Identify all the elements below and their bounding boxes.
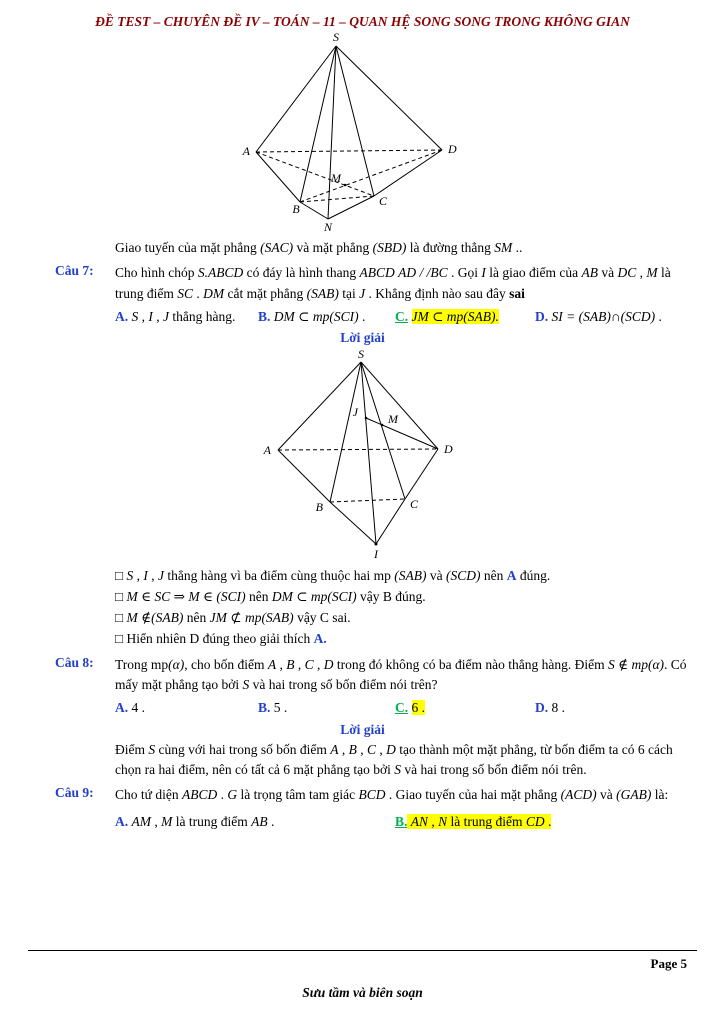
option-text: SI = (SAB)∩(SCD) . — [551, 308, 662, 324]
question-7-body — [115, 263, 690, 327]
option-a — [115, 698, 258, 718]
fig1-label-d: D — [447, 142, 457, 156]
solution-heading-q7: Lời giải — [340, 330, 385, 345]
solution-heading-q8: Lời giải — [340, 721, 385, 737]
question-8-label: Câu 8: — [55, 654, 94, 670]
fig2-label-j: J — [352, 405, 358, 420]
question-8 — [0, 655, 725, 719]
page-number: Page 5 — [650, 956, 687, 971]
option-a — [115, 307, 258, 327]
option-d — [535, 698, 690, 718]
solution-bullets-q7 — [115, 566, 690, 650]
fig2-label-b: B — [315, 500, 323, 515]
option-b — [258, 307, 395, 327]
question-7-label: Câu 7: — [55, 263, 94, 279]
option-b-correct — [395, 812, 690, 832]
option-b — [258, 698, 395, 718]
fig1-label-m: M — [330, 171, 341, 185]
question-8-options — [115, 698, 690, 718]
footer-divider — [28, 950, 697, 951]
option-letter: B. — [258, 308, 271, 324]
option-text: 4 . — [128, 700, 145, 716]
fig1-label-a: A — [242, 144, 250, 158]
solution-text-q8: Điểm S cùng với hai trong số bốn điểm A , B , C , D tạo thành một mặt phẳng, từ bốn điểm ta có 6 cách chọn ra hai điểm, nên có tất cả 6 mặt phẳng tạo bởi S và hai trong số bốn điểm nói trên. — [115, 741, 673, 778]
option-text: 5 . — [270, 700, 288, 716]
fig2-label-d: D — [443, 442, 453, 457]
fig1-label-n: N — [323, 220, 332, 232]
option-letter: B. — [395, 813, 408, 829]
figure-pyramid-sabcd-ijm — [263, 350, 463, 562]
option-letter: A. — [115, 700, 129, 716]
option-text: AM , M là trung điểm AB . — [131, 813, 275, 829]
option-letter: A. — [115, 308, 129, 324]
fig2-label-a: A — [263, 443, 271, 458]
option-text: 8 . — [548, 700, 565, 716]
footer-credit: Sưu tầm và biên soạn — [302, 985, 423, 1000]
bullet-line: □ Hiển nhiên D đúng theo giải thích A. — [115, 631, 327, 647]
fig1-label-c: C — [378, 194, 387, 208]
option-c-correct — [395, 698, 535, 718]
fig2-label-s: S — [357, 350, 364, 362]
question-7 — [0, 263, 725, 327]
option-text: S , I , J thẳng hàng. — [131, 308, 236, 324]
fig2-label-c: C — [409, 497, 418, 512]
option-letter: D. — [535, 700, 549, 716]
question-8-text: Trong mp(α), cho bốn điểm A , B , C , D trong đó không có ba điểm nào thẳng hàng. Điểm S ∉ mp(α). Có mấy mặt phẳng tạo bởi S và hai trong số bốn điểm nói trên? — [115, 656, 687, 693]
option-text: 6 . — [411, 700, 425, 716]
fig2-label-i: I — [373, 547, 378, 562]
fig1-label-b: B — [291, 202, 300, 216]
option-text: JM ⊂ mp(SAB). — [411, 308, 499, 324]
option-letter: D. — [535, 308, 549, 324]
question-9-options — [115, 812, 690, 832]
figure-pyramid-sabcd-mn — [228, 32, 498, 232]
question-7-options — [115, 307, 690, 327]
question-9-label: Câu 9: — [55, 785, 94, 801]
intro-line: Giao tuyến của mặt phẳng (SAC) và mặt phẳng (SBD) là đường thẳng SM .. — [115, 240, 523, 255]
bullet-line: □ S , I , J thẳng hàng vì ba điểm cùng thuộc hai mp (SAB) và (SCD) nên A đúng. — [115, 568, 551, 584]
option-letter: C. — [395, 700, 409, 716]
question-9 — [0, 785, 725, 832]
page-title: ĐỀ TEST – CHUYÊN ĐỀ IV – TOÁN – 11 – QUAN HỆ SONG SONG TRONG KHÔNG GIAN — [95, 14, 630, 29]
question-9-text: Cho tứ diện ABCD . G là trọng tâm tam giác BCD . Giao tuyến của hai mặt phẳng (ACD) và (GAB) là: — [115, 787, 669, 803]
option-d — [535, 307, 690, 327]
fig2-label-m: M — [387, 412, 398, 427]
fig1-label-s: S — [332, 32, 339, 44]
option-letter: C. — [395, 308, 409, 324]
option-c-correct — [395, 307, 535, 327]
question-9-body — [115, 785, 690, 832]
option-letter: A. — [115, 813, 129, 829]
option-text: AN , N là trung điểm CD . — [407, 814, 551, 829]
option-letter: B. — [258, 700, 271, 716]
bullet-line: □ M ∈ SC ⇒ M ∈ (SCI) nên DM ⊂ mp(SCI) vậy B đúng. — [115, 589, 426, 605]
bullet-line: □ M ∉(SAB) nên JM ⊄ mp(SAB) vậy C sai. — [115, 610, 351, 626]
option-text: DM ⊂ mp(SCI) . — [273, 308, 366, 324]
question-8-body — [115, 655, 690, 719]
question-7-text: Cho hình chóp S.ABCD có đáy là hình thang ABCD AD / /BC . Gọi I là giao điểm của AB và DC , M là trung điểm SC . DM cắt mặt phẳng (SAB) tại J . Khẳng định nào sau đây sai — [115, 265, 671, 301]
option-a — [115, 812, 395, 832]
